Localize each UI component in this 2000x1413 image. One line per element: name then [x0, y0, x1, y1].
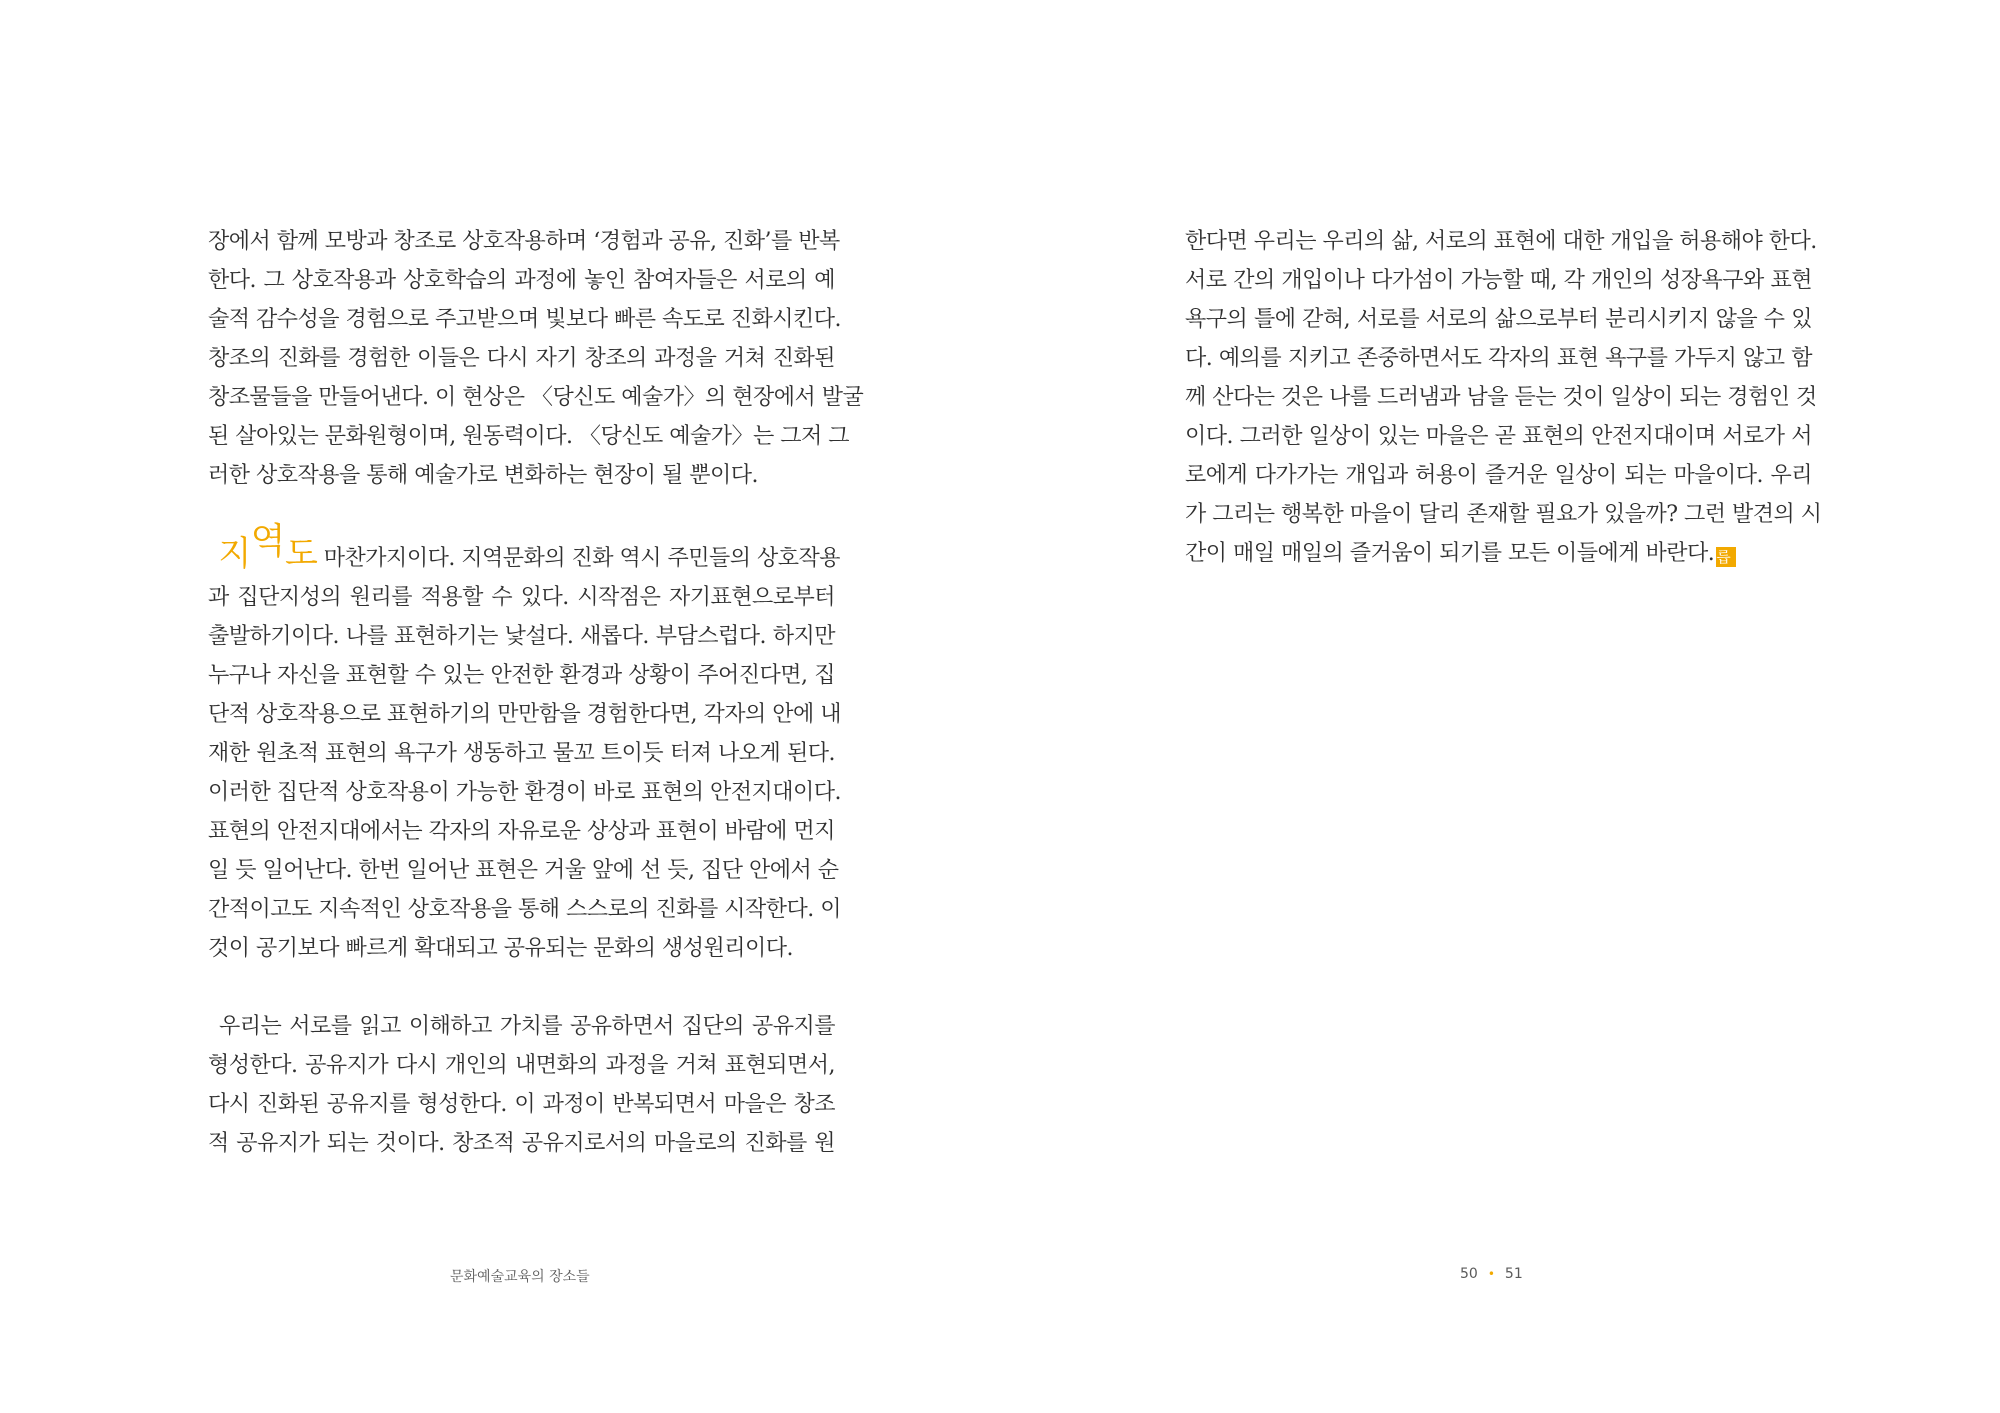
text-line: 우리는 서로를 읽고 이해하고 가치를 공유하면서 집단의 공유지를: [219, 1014, 835, 1039]
text-line: 출발하기이다. 나를 표현하기는 낯설다. 새롭다. 부담스럽다. 하지만: [208, 624, 835, 649]
end-mark-icon: 릅: [1716, 547, 1736, 567]
text-line: 이러한 집단적 상호작용이 가능한 환경이 바로 표현의 안전지대이다.: [208, 780, 842, 805]
text-line: 단적 상호작용으로 표현하기의 만만함을 경험한다면, 각자의 안에 내: [208, 702, 842, 727]
text-line: 께 산다는 것은 나를 드러냄과 남을 듣는 것이 일상이 되는 경험인 것: [1185, 385, 1817, 410]
page-separator-dot: •: [1487, 1267, 1495, 1281]
footer-book-title: 문화예술교육의 장소들: [450, 1269, 590, 1285]
text-line: 형성한다. 공유지가 다시 개인의 내면화의 과정을 거쳐 표현되면서,: [208, 1053, 835, 1078]
text-line: 술적 감수성을 경험으로 주고받으며 빛보다 빠른 속도로 진화시킨다.: [208, 307, 842, 332]
left-paragraph-2: [208, 521, 842, 968]
lead-char-2: 역: [250, 521, 285, 562]
left-page-column: [208, 222, 864, 1163]
lead-char-3: 도: [284, 534, 318, 574]
text-line: 장에서 함께 모방과 창조로 상호작용하며 ‘경험과 공유, 진화’를 반복: [208, 229, 840, 254]
text-line: 창조물들을 만들어낸다. 이 현상은 〈당신도 예술가〉의 현장에서 발굴: [208, 385, 864, 410]
paragraph-gap: [208, 495, 835, 534]
footer-page-numbers: [1460, 1266, 1523, 1282]
text-line: 욕구의 틀에 갇혀, 서로를 서로의 삶으로부터 분리시키지 않을 수 있: [1185, 307, 1812, 332]
lead-char-1: 지: [218, 534, 251, 574]
lead-continuation: 마찬가지이다. 지역문화의 진화 역시 주민들의 상호작용: [317, 546, 841, 571]
text-line: 가 그리는 행복한 마을이 달리 존재할 필요가 있을까? 그런 발견의 시: [1185, 502, 1822, 527]
text-line: 누구나 자신을 표현할 수 있는 안전한 환경과 상황이 주어진다면, 집: [208, 663, 835, 688]
text-line: 다시 진화된 공유지를 형성한다. 이 과정이 반복되면서 마을은 창조: [208, 1092, 835, 1117]
right-page-column: [1185, 222, 1822, 573]
left-paragraph-3: [208, 1007, 835, 1163]
text-line: 이다. 그러한 일상이 있는 마을은 곧 표현의 안전지대이며 서로가 서: [1185, 424, 1812, 449]
text-line: 한다면 우리는 우리의 삶, 서로의 표현에 대한 개입을 허용해야 한다.: [1185, 229, 1817, 254]
lead-characters: [208, 521, 318, 574]
left-paragraph-1: [208, 222, 864, 495]
text-line: 과 집단지성의 원리를 적용할 수 있다. 시작점은 자기표현으로부터: [208, 585, 835, 610]
text-line: 창조의 진화를 경험한 이들은 다시 자기 창조의 과정을 거쳐 진화된: [208, 346, 835, 371]
final-sentence: 간이 매일 매일의 즐거움이 되기를 모든 이들에게 바란다.: [1185, 541, 1715, 566]
text-line: 간적이고도 지속적인 상호작용을 통해 스스로의 진화를 시작한다. 이: [208, 897, 842, 922]
paragraph-gap: [208, 968, 835, 1007]
text-line: 러한 상호작용을 통해 예술가로 변화하는 현장이 될 뿐이다.: [208, 463, 758, 488]
text-line: 일 듯 일어난다. 한번 일어난 표현은 거울 앞에 선 듯, 집단 안에서 순: [208, 858, 839, 883]
text-line: 적 공유지가 되는 것이다. 창조적 공유지로서의 마을로의 진화를 원: [208, 1131, 835, 1156]
text-line: 다. 예의를 지키고 존중하면서도 각자의 표현 욕구를 가두지 않고 함: [1185, 346, 1812, 371]
text-line-final: [1185, 534, 1812, 573]
page-number-left: 50: [1460, 1266, 1478, 1282]
text-line: 것이 공기보다 빠르게 확대되고 공유되는 문화의 생성원리이다.: [208, 936, 794, 961]
page-number-right: 51: [1504, 1266, 1523, 1282]
text-line-with-lead: [208, 521, 841, 578]
text-line: 한다. 그 상호작용과 상호학습의 과정에 놓인 참여자들은 서로의 예: [208, 268, 835, 293]
text-line: 표현의 안전지대에서는 각자의 자유로운 상상과 표현이 바람에 먼지: [208, 819, 835, 844]
text-line: 재한 원초적 표현의 욕구가 생동하고 물꼬 트이듯 터져 나오게 된다.: [208, 741, 835, 766]
right-paragraph-1: [1185, 222, 1822, 573]
text-line: 서로 간의 개입이나 다가섬이 가능할 때, 각 개인의 성장욕구와 표현: [1185, 268, 1812, 293]
text-line: 로에게 다가가는 개입과 허용이 즐거운 일상이 되는 마을이다. 우리: [1185, 463, 1812, 488]
text-line: 된 살아있는 문화원형이며, 원동력이다. 〈당신도 예술가〉는 그저 그: [208, 424, 849, 449]
